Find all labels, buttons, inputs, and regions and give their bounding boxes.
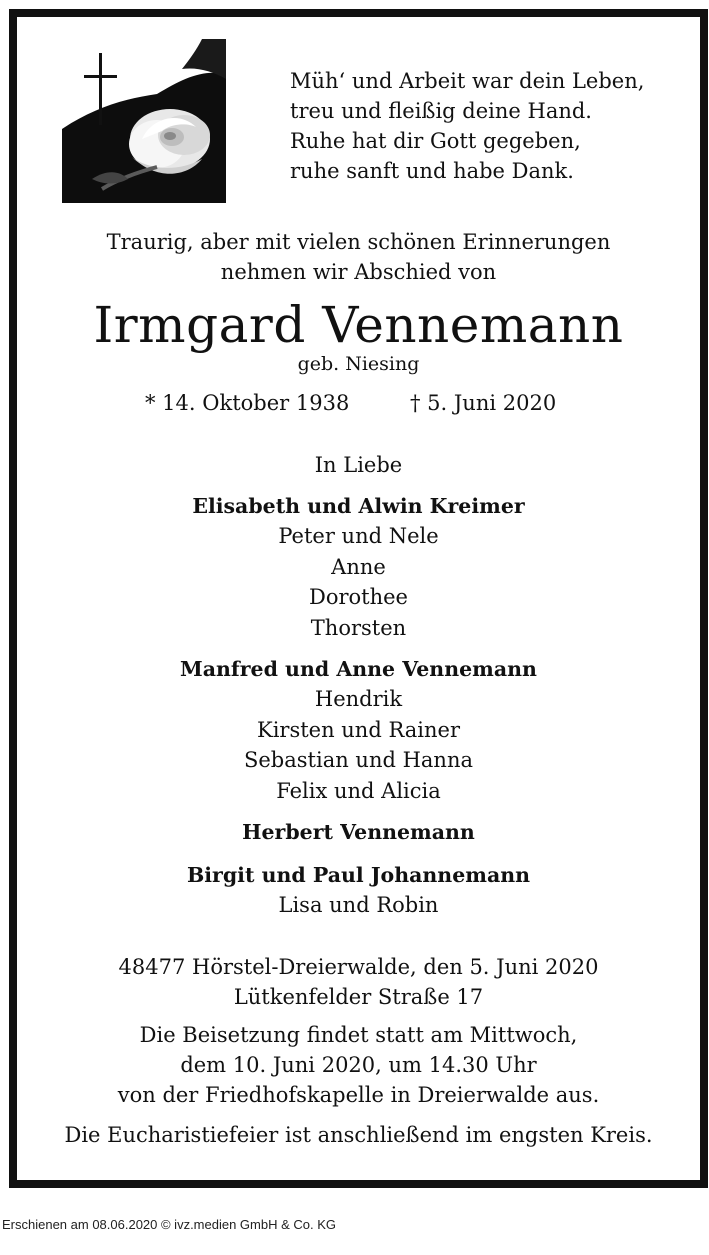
family-head: Elisabeth und Alwin Kreimer [192, 494, 525, 518]
family-head: Manfred und Anne Vennemann [180, 657, 537, 681]
burial-info [9, 1020, 708, 1110]
burial-line: dem 10. Juni 2020, um 14.30 Uhr [180, 1053, 537, 1077]
family-member: Lisa und Robin [278, 893, 439, 917]
family-member: Kirsten und Rainer [257, 717, 460, 742]
intro-line: Traurig, aber mit vielen schönen Erinnerungen [106, 230, 611, 254]
cross-rose-photo [62, 39, 226, 203]
burial-line: von der Friedhofskapelle in Dreierwalde aus. [117, 1083, 600, 1107]
family-member: Dorothee [309, 585, 408, 609]
address-line: Lütkenfelder Straße 17 [233, 985, 484, 1009]
deceased-name: Irmgard Vennemann [93, 296, 624, 354]
birth-date: * 14. Oktober 1938 [145, 391, 350, 415]
family-member: Thorsten [310, 615, 407, 640]
family-member: Peter und Nele [278, 524, 439, 548]
family-member: Anne [331, 554, 386, 579]
family-group [9, 817, 708, 847]
poem-line: Ruhe hat dir Gott gegeben, [290, 129, 581, 153]
poem-line: Müh‘ und Arbeit war dein Leben, [290, 69, 645, 93]
family-group [9, 491, 708, 643]
intro-line: nehmen wir Abschied von [220, 260, 497, 284]
family-member: Felix und Alicia [276, 778, 441, 803]
burial-line: Die Beisetzung findet statt am Mittwoch, [139, 1023, 578, 1047]
family-member: Hendrik [314, 687, 403, 711]
family-group [9, 654, 708, 806]
address-line: 48477 Hörstel-Dreierwalde, den 5. Juni 2020 [118, 955, 599, 979]
family-head: Birgit und Paul Johannemann [186, 863, 531, 887]
death-date: † 5. Juni 2020 [410, 391, 557, 415]
eucharist-info: Die Eucharistiefeier ist anschließend im engsten Kreis. [64, 1123, 653, 1147]
poem-line: treu und fleißig deine Hand. [290, 99, 592, 123]
rose-icon [62, 39, 226, 203]
family-head: Herbert Vennemann [242, 820, 475, 844]
in-love-label: In Liebe [314, 453, 403, 477]
maiden-name: geb. Niesing [297, 353, 420, 375]
address-block [9, 952, 708, 1012]
publication-footer: Erschienen am 08.06.2020 © ivz.medien GmbH & Co. KG [2, 1217, 337, 1232]
poem-line: ruhe sanft und habe Dank. [290, 159, 574, 183]
family-group [9, 860, 708, 921]
poem [290, 66, 690, 186]
family-member: Sebastian und Hanna [243, 748, 473, 772]
intro-text [9, 227, 708, 287]
